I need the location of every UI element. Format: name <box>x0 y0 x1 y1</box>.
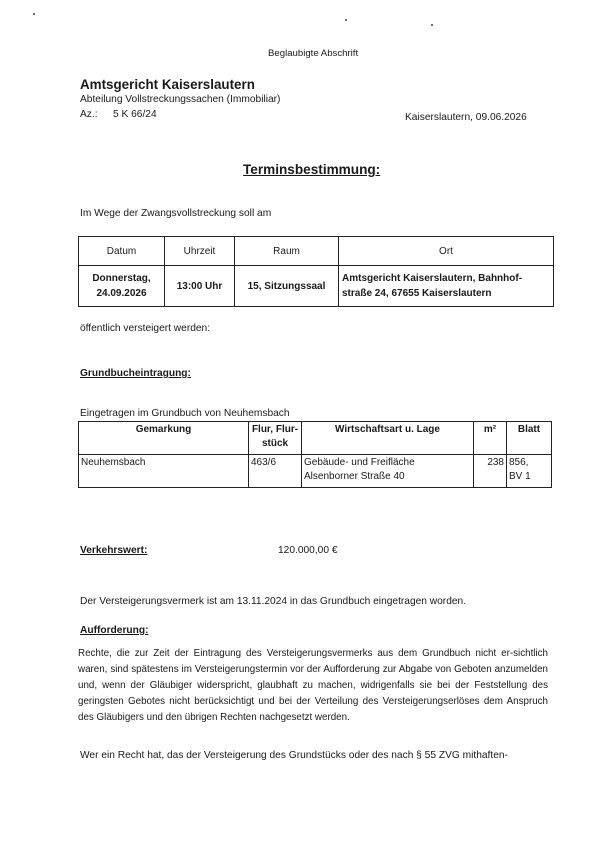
datum-weekday: Donnerstag, <box>92 273 151 284</box>
header-flur <box>249 422 302 455</box>
scan-speck <box>33 13 35 15</box>
wirtschaftsart-line-1: Gebäude- und Freifläche <box>304 457 415 468</box>
vermerk-text: Der Versteigerungsvermerk ist am 13.11.2024 in das Grundbuch eingetragen worden. <box>80 596 467 607</box>
after-table-text: öffentlich versteigert werden: <box>80 323 211 334</box>
verkehrswert-label: Verkehrswert: <box>80 545 148 556</box>
copy-note: Beglaubigte Abschrift <box>268 48 359 59</box>
wirtschaftsart-line-2: Alsenborner Straße 40 <box>304 471 405 482</box>
verkehrswert-value: 120.000,00 € <box>278 545 338 556</box>
scan-speck <box>431 24 433 26</box>
cell-wirtschaftsart <box>302 455 474 488</box>
grundbuch-intro: Eingetragen im Grundbuch von Neuhemsbach <box>80 408 290 419</box>
intro-text: Im Wege der Zwangsvollstreckung soll am <box>80 208 272 219</box>
header-flur-line-1: Flur, Flur- <box>251 424 299 435</box>
cell-raum: 15, Sitzungssaal <box>235 266 339 307</box>
ort-line-2: straße 24, 67655 Kaiserslautern <box>342 288 492 299</box>
blatt-line-2: BV 1 <box>509 471 531 482</box>
place-date: Kaiserslautern, 09.06.2026 <box>405 112 527 123</box>
appointment-table-row <box>79 266 554 307</box>
datum-date: 24.09.2026 <box>96 288 147 299</box>
cell-flur: 463/6 <box>249 455 302 488</box>
cell-qm: 238 <box>474 455 507 488</box>
aufforderung-heading: Aufforderung: <box>80 625 149 636</box>
header-raum: Raum <box>235 237 339 266</box>
ort-line-1: Amtsgericht Kaiserslautern, Bahnhof- <box>342 273 523 284</box>
land-register-table <box>78 421 552 488</box>
grundbuch-heading: Grundbucheintragung: <box>80 368 191 379</box>
cell-ort <box>339 266 554 307</box>
last-line-text: Wer ein Recht hat, das der Versteigerung des Grundstücks oder des nach § 55 ZVG mithaften- <box>80 750 508 761</box>
court-department: Abteilung Vollstreckungssachen (Immobiliar) <box>80 94 281 105</box>
header-qm: m² <box>474 422 507 455</box>
aufforderung-text: Rechte, die zur Zeit der Eintragung des Versteigerungsvermerks aus dem Grundbuch nicht er-sichtlich waren, sind spätestens im Versteigerungstermin vor der Aufforderung zur Abgabe von Geboten anzumelden und, wenn der Gläubiger widerspricht, glaubhaft zu machen, widrigenfalls sie bei der Feststellung des geringsten Gebotes nicht berücksichtigt und bei der Verteilung des Versteigerungserlöses dem Anspruch des Gläubigers und den übrigen Rechten nachgesetzt werden. <box>78 648 548 723</box>
header-ort: Ort <box>339 237 554 266</box>
case-number: 5 K 66/24 <box>113 109 157 120</box>
land-register-header <box>79 422 552 455</box>
case-number-label: Az.: <box>80 109 98 120</box>
header-uhrzeit: Uhrzeit <box>165 237 235 266</box>
cell-datum <box>79 266 165 307</box>
scan-speck <box>345 19 347 21</box>
cell-blatt <box>507 455 552 488</box>
header-gemarkung: Gemarkung <box>79 422 249 455</box>
cell-gemarkung: Neuhemsbach <box>79 455 249 488</box>
cell-uhrzeit: 13:00 Uhr <box>165 266 235 307</box>
header-flur-line-2: stück <box>261 438 289 449</box>
header-blatt: Blatt <box>507 422 552 455</box>
blatt-line-1: 856, <box>509 457 529 468</box>
court-name: Amtsgericht Kaiserslautern <box>80 77 255 92</box>
header-wirtschaftsart: Wirtschaftsart u. Lage <box>302 422 474 455</box>
appointment-table <box>78 236 554 307</box>
header-datum: Datum <box>79 237 165 266</box>
appointment-table-header <box>79 237 554 266</box>
land-register-row <box>79 455 552 488</box>
document-title: Terminsbestimmung: <box>243 162 381 177</box>
